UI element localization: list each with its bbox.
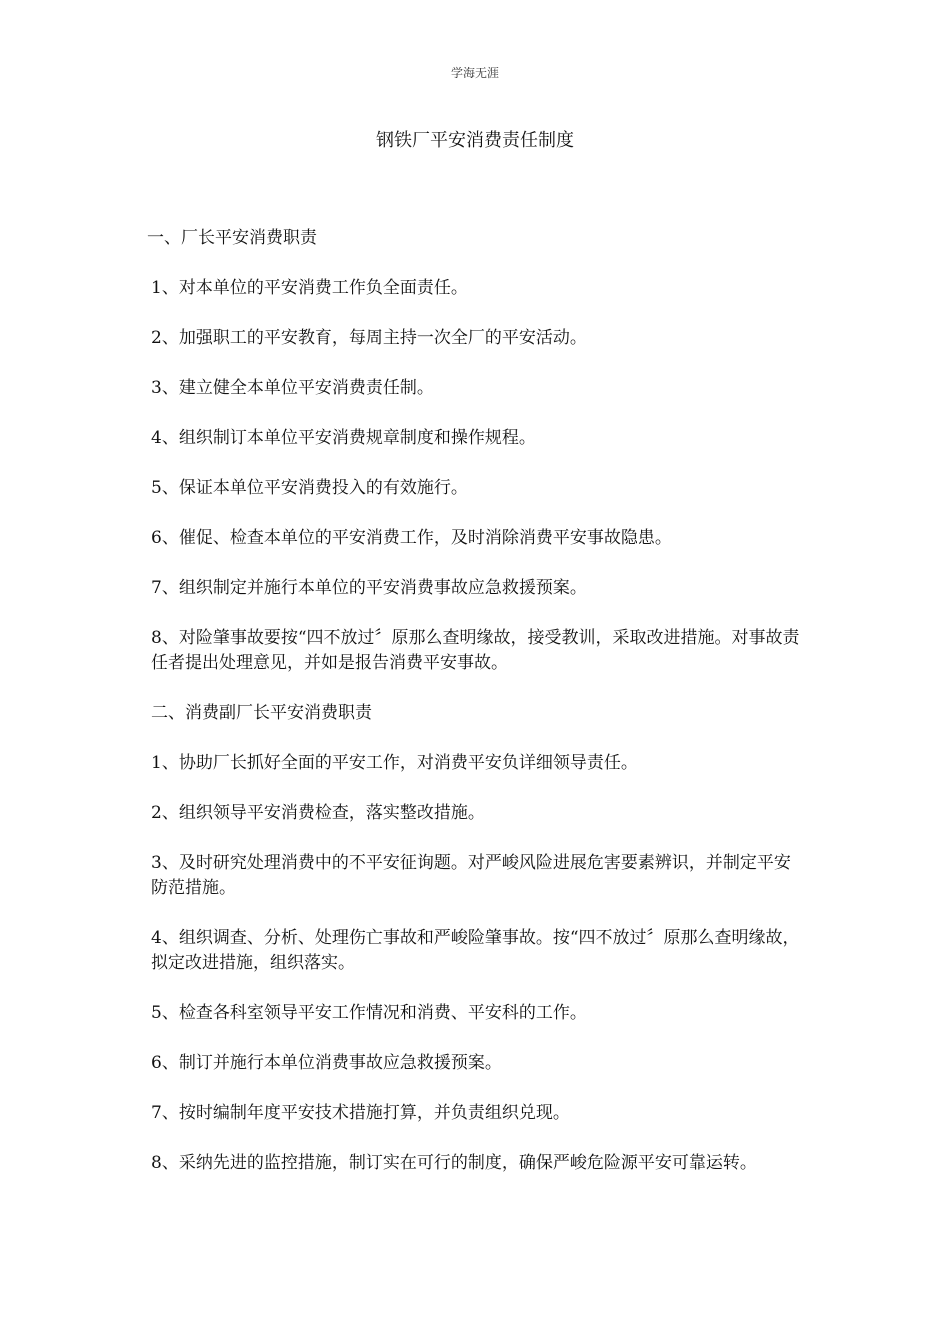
list-item: 3、建立健全本单位平安消费责任制。 — [151, 378, 434, 398]
list-item: 4、组织制订本单位平安消费规章制度和操作规程。 — [151, 428, 536, 448]
list-item: 7、组织制定并施行本单位的平安消费事故应急救援预案。 — [151, 578, 587, 598]
list-item: 5、保证本单位平安消费投入的有效施行。 — [151, 478, 468, 498]
list-item: 5、检查各科室领导平安工作情况和消费、平安科的工作。 — [151, 1003, 587, 1023]
page-header: 学海无涯 — [450, 66, 499, 80]
list-item: 7、按时编制年度平安技术措施打算，并负责组织兑现。 — [151, 1103, 570, 1123]
list-item: 2、组织领导平安消费检查，落实整改措施。 — [151, 803, 485, 823]
document-body — [147, 226, 807, 1201]
section-heading: 二、消费副厂长平安消费职责 — [151, 703, 372, 723]
list-item: 8、采纳先进的监控措施，制订实在可行的制度，确保严峻危险源平安可靠运转。 — [151, 1153, 757, 1173]
list-item: 6、催促、检查本单位的平安消费工作，及时消除消费平安事故隐患。 — [151, 528, 672, 548]
document-title: 钢铁厂平安消费责任制度 — [376, 130, 574, 151]
list-item: 1、协助厂长抓好全面的平安工作，对消费平安负详细领导责任。 — [151, 753, 638, 773]
list-item: 3、及时研究处理消费中的不平安征询题。对严峻风险进展危害要素辨识，并制定平安防范措施。 — [151, 853, 791, 898]
list-item: 2、加强职工的平安教育，每周主持一次全厂的平安活动。 — [151, 328, 587, 348]
list-item: 1、对本单位的平安消费工作负全面责任。 — [151, 278, 468, 298]
section-heading: 一、厂长平安消费职责 — [147, 228, 317, 248]
list-item: 8、对险肇事故要按“四不放过〞原那么查明缘故，接受教训，采取改进措施。对事故责任者提出处理意见，并如是报告消费平安事故。 — [151, 628, 800, 673]
list-item: 6、制订并施行本单位消费事故应急救援预案。 — [151, 1053, 502, 1073]
list-item: 4、组织调查、分析、处理伤亡事故和严峻险肇事故。按“四不放过〞原那么查明缘故，拟定改进措施，组织落实。 — [151, 928, 800, 973]
